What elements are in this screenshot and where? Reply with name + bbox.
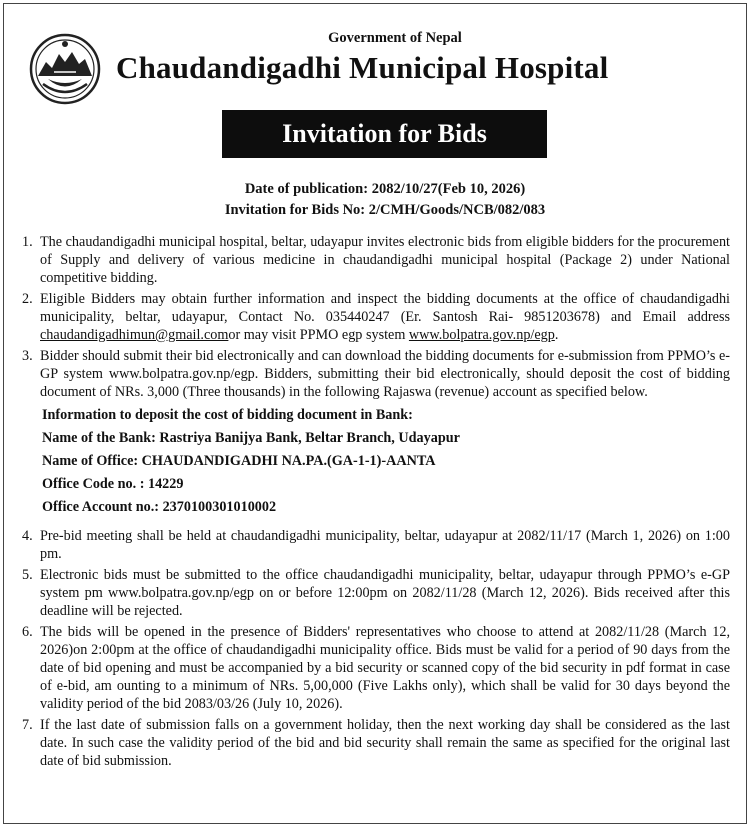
list-item xyxy=(22,347,730,401)
item-text-part: or may visit PPMO egp system xyxy=(228,327,409,343)
item-text: The chaudandigadhi municipal hospital, beltar, udayapur invites electronic bids from eligible bidders for the procurement of Supply and delivery of various medicine in chaudandigadhi municipal hospital (Package 2) under National competitive bidding. xyxy=(40,234,730,286)
item-number: 7. xyxy=(22,717,33,733)
bank-info xyxy=(42,404,730,519)
item-text: Electronic bids must be submitted to the office chaudandigadhi municipality, beltar, udayapur through PPMO’s e-GP system pm www.bolpatra.gov.np/egp on or before 12:00pm on 2082/11/28 (March 12, 2026). Bids received after this deadline will be rejected. xyxy=(40,567,730,619)
bid-number: Invitation for Bids No: 2/CMH/Goods/NCB/082/083 xyxy=(224,202,546,218)
list-item xyxy=(22,290,730,344)
list-item xyxy=(22,623,730,713)
notice-body xyxy=(22,233,730,773)
email-link[interactable]: chaudandigadhimun@gmail.com xyxy=(40,327,229,343)
item-number: 6. xyxy=(22,624,33,640)
item-number: 3. xyxy=(22,348,33,364)
list-item xyxy=(22,566,730,620)
website-link[interactable]: www.bolpatra.gov.np/egp xyxy=(408,327,555,343)
list-item xyxy=(22,527,730,563)
banner-title: Invitation for Bids xyxy=(282,119,487,148)
bank-info-heading: Information to deposit the cost of bidding document in Bank: xyxy=(42,407,413,423)
office-name: Name of Office: CHAUDANDIGADHI NA.PA.(GA-1-1)-AANTA xyxy=(42,453,436,469)
hospital-title: Chaudandigadhi Municipal Hospital xyxy=(116,50,609,85)
tender-notice xyxy=(3,3,747,824)
item-number: 2. xyxy=(22,291,33,307)
item-number: 5. xyxy=(22,567,33,583)
item-text-part: Eligible Bidders may obtain further information and inspect the bidding documents at the office of chaudandigadhi municipality, beltar, udayapur, Contact No. 035440247 (Er. Santosh Rai- 9851203678) and Email address xyxy=(40,291,730,325)
item-text: Bidder should submit their bid electronically and can download the bidding documents for e-submission from PPMO’s e-GP system www.bolpatra.gov.np/egp. Bidders, submitting their bid electronically, should deposit the cost of bidding document of NRs. 3,000 (Three thousands) in the following Rajaswa (revenue) account as specified below. xyxy=(40,348,730,400)
bank-name: Name of the Bank: Rastriya Banijya Bank, Beltar Branch, Udayapur xyxy=(42,430,460,446)
government-label: Government of Nepal xyxy=(328,30,462,46)
item-number: 4. xyxy=(22,528,33,544)
office-code: Office Code no. : 14229 xyxy=(42,476,184,492)
item-text: Pre-bid meeting shall be held at chaudandigadhi municipality, beltar, udayapur at 2082/11/17 (March 1, 2026) on 1:00 pm. xyxy=(40,528,730,562)
list-item xyxy=(22,233,730,287)
item-text-part: . xyxy=(554,327,559,343)
item-text xyxy=(40,290,730,344)
list-item xyxy=(22,716,730,770)
publication-date: Date of publication: 2082/10/27(Feb 10, 2026) xyxy=(244,181,526,197)
invitation-banner xyxy=(222,110,547,158)
item-text: The bids will be opened in the presence of Bidders' representatives who choose to attend at 2082/11/28 (March 12, 2026)on 2:00pm at the office of chaudandigadhi municipality office. Bids must be valid for a period of 90 days from the date of bid opening and must be accompanied by a bid security or scanned copy of the bid security in pdf format in case of e-bid, am ounting to a minimum of NRs. 5,00,000 (Five Lakhs only), which shall be valid for 30 days beyond the validity period of the bid 2083/03/26 (July 10, 2026). xyxy=(40,624,730,712)
item-number: 1. xyxy=(22,234,33,250)
office-account: Office Account no.: 2370100301010002 xyxy=(42,499,277,515)
item-text: If the last date of submission falls on a government holiday, then the next working day shall be considered as the last date. In such case the validity period of the bid and bid security shall remain the same as specified for the original last date of bid submission. xyxy=(40,717,730,769)
